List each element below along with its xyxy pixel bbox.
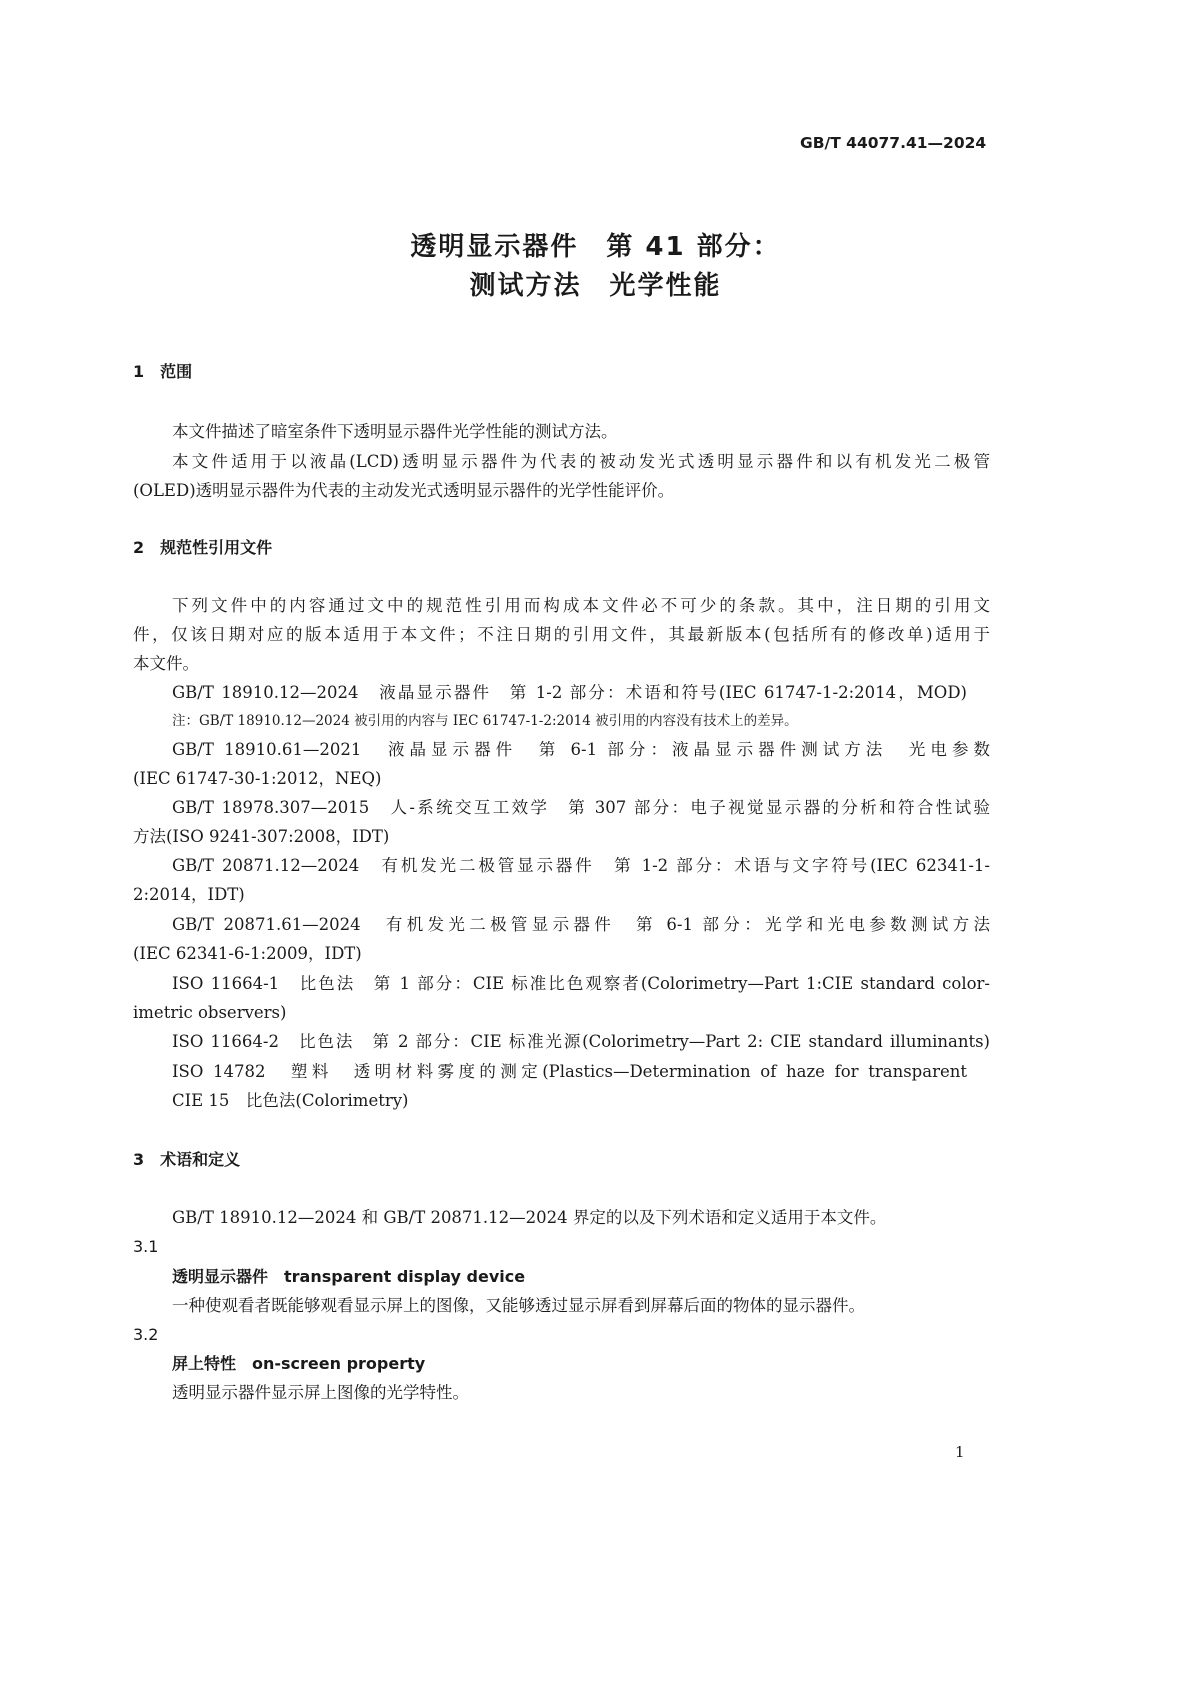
reference-item: CIE 15 比色法(Colorimetry) bbox=[172, 1091, 409, 1110]
reference-item: ISO 11664-2 比色法 第 2 部分：CIE 标准光源(Colorimetry—Part 2: CIE standard illuminants) bbox=[172, 1032, 990, 1051]
term-number: 3.1 bbox=[133, 1237, 159, 1256]
reference-item: GB/T 18978.307—2015 人-系统交互工效学 第 307 部分：电子视觉显示器的分析和符合性试验 bbox=[172, 798, 990, 817]
reference-item: (IEC 62341-6-1:2009，IDT) bbox=[133, 944, 362, 963]
doc-number: GB/T 44077.41—2024 bbox=[800, 134, 987, 152]
section-2-heading: 2 规范性引用文件 bbox=[133, 538, 273, 557]
paragraph: 件，仅该日期对应的版本适用于本文件；不注日期的引用文件，其最新版本(包括所有的修改单)适用于 bbox=[133, 625, 990, 644]
term-number: 3.2 bbox=[133, 1325, 159, 1344]
title-line-1: 透明显示器件 第 41 部分： bbox=[410, 232, 781, 262]
reference-item: ISO 14782 塑料 透明材料雾度的测定(Plastics—Determination of haze for transparent bbox=[172, 1062, 967, 1081]
title-line-2: 测试方法 光学性能 bbox=[469, 271, 722, 301]
term-title: 屏上特性 on-screen property bbox=[172, 1354, 426, 1373]
page-number: 1 bbox=[955, 1443, 965, 1461]
paragraph: 下列文件中的内容通过文中的规范性引用而构成本文件必不可少的条款。其中，注日期的引用文 bbox=[172, 596, 990, 615]
reference-item: ISO 11664-1 比色法 第 1 部分：CIE 标准比色观察者(Colorimetry—Part 1:CIE standard color- bbox=[172, 974, 990, 993]
paragraph: 本文件。 bbox=[133, 654, 199, 673]
reference-item: imetric observers) bbox=[133, 1003, 287, 1022]
paragraph: 本文件适用于以液晶(LCD)透明显示器件为代表的被动发光式透明显示器件和以有机发光二极管 bbox=[172, 452, 990, 471]
paragraph: GB/T 18910.12—2024 和 GB/T 20871.12—2024 界定的以及下列术语和定义适用于本文件。 bbox=[172, 1208, 887, 1227]
reference-item: GB/T 18910.12—2024 液晶显示器件 第 1-2 部分：术语和符号(IEC 61747-1-2:2014，MOD) bbox=[172, 683, 967, 702]
reference-item: (IEC 61747-30-1:2012，NEQ) bbox=[133, 769, 382, 788]
reference-item: GB/T 18910.61—2021 液晶显示器件 第 6-1 部分：液晶显示器件测试方法 光电参数 bbox=[172, 740, 990, 759]
reference-item: GB/T 20871.12—2024 有机发光二极管显示器件 第 1-2 部分：术语与文字符号(IEC 62341-1- bbox=[172, 856, 990, 875]
term-title: 透明显示器件 transparent display device bbox=[172, 1267, 526, 1286]
reference-item: 2:2014，IDT) bbox=[133, 885, 245, 904]
reference-item: 方法(ISO 9241-307:2008，IDT) bbox=[133, 827, 390, 846]
term-definition: 一种使观看者既能够观看显示屏上的图像，又能够透过显示屏看到屏幕后面的物体的显示器件。 bbox=[172, 1296, 865, 1315]
reference-item: GB/T 20871.61—2024 有机发光二极管显示器件 第 6-1 部分：光学和光电参数测试方法 bbox=[172, 915, 990, 934]
paragraph: 本文件描述了暗室条件下透明显示器件光学性能的测试方法。 bbox=[172, 422, 618, 441]
paragraph: (OLED)透明显示器件为代表的主动发光式透明显示器件的光学性能评价。 bbox=[133, 481, 675, 500]
section-3-heading: 3 术语和定义 bbox=[133, 1150, 241, 1169]
note: 注：GB/T 18910.12—2024 被引用的内容与 IEC 61747-1-2:2014 被引用的内容没有技术上的差异。 bbox=[172, 713, 798, 729]
section-1-heading: 1 范围 bbox=[133, 362, 193, 381]
term-definition: 透明显示器件显示屏上图像的光学特性。 bbox=[172, 1383, 469, 1402]
